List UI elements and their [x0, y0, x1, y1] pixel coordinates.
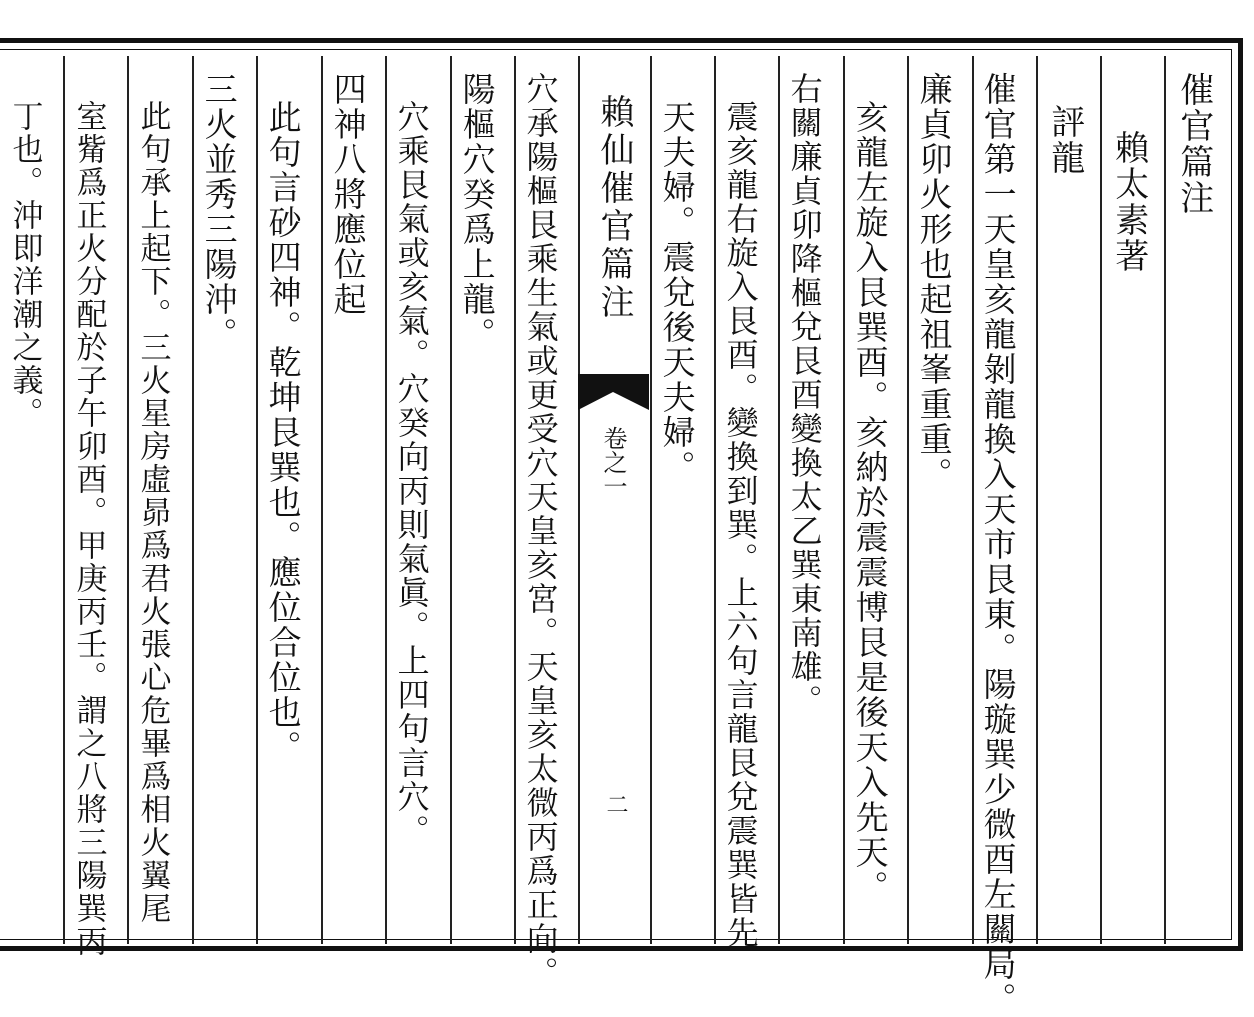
column-rule — [1036, 56, 1038, 944]
text-column: 亥龍左旋入艮巽酉。亥納於震震博艮是後天入先天。 — [850, 100, 890, 905]
text-column: 穴乘艮氣或亥氣。穴癸向丙則氣眞。上四句言穴。 — [392, 100, 431, 848]
text-column: 右關廉貞卯降樞兌艮酉變換太乙巽東南雄。 — [785, 72, 824, 718]
text-column: 四神八將應位起 — [328, 72, 368, 317]
text-column: 丁也。沖即洋潮之義。 — [6, 100, 43, 430]
column-rule — [972, 56, 974, 944]
column-rule — [843, 56, 845, 944]
text-column: 穴承陽樞艮乘生氣或更受穴天皇亥宮。天皇亥太微丙爲正向。 — [521, 72, 560, 990]
center-book-title: 賴仙催官篇注 — [594, 94, 634, 322]
text-column: 三火並秀三陽沖。 — [199, 72, 239, 352]
column-rule — [514, 56, 516, 944]
text-column: 催官第一天皇亥龍剝龍換入天市艮東。陽璇巽少微酉左關局。 — [978, 72, 1018, 1017]
column-rule — [778, 56, 780, 944]
text-column: 陽樞穴癸爲上龍。 — [457, 72, 497, 352]
text-column: 此句言砂四神。乾坤艮巽也。應位合位也。 — [263, 100, 303, 765]
text-column: 天夫婦。震兌後天夫婦。 — [657, 100, 697, 485]
column-rule — [1100, 56, 1102, 944]
fishtail-band — [578, 374, 649, 388]
column-rule — [1164, 56, 1166, 944]
volume-label: 卷之一 — [599, 426, 627, 498]
column-rule — [192, 56, 194, 944]
column-rule — [256, 56, 258, 944]
section-heading: 評龍 — [1044, 104, 1085, 176]
center-page-tab — [578, 58, 649, 944]
column-rule — [63, 56, 65, 944]
column-rule — [450, 56, 452, 944]
column-rule — [127, 56, 129, 944]
text-column: 廉貞卯火形也起祖峯重重。 — [914, 72, 954, 492]
text-column: 震亥龍右旋入艮酉。變換到巽。上六句言龍艮兌震巽皆先 — [721, 100, 760, 950]
book-heading: 催官篇注 — [1173, 72, 1214, 216]
column-rule — [907, 56, 909, 944]
column-rule — [385, 56, 387, 944]
author-line: 賴太素著 — [1108, 130, 1149, 274]
text-column: 室觜爲正火分配於子午卯酉。甲庚丙壬。謂之八將三陽巽丙 — [70, 100, 107, 958]
text-column: 此句承上起下。三火星房虛昴爲君火張心危畢爲相火翼尾 — [134, 100, 171, 925]
page-number: 二 — [603, 793, 628, 815]
column-rule — [321, 56, 323, 944]
column-rule — [650, 56, 652, 944]
column-rule — [714, 56, 716, 944]
